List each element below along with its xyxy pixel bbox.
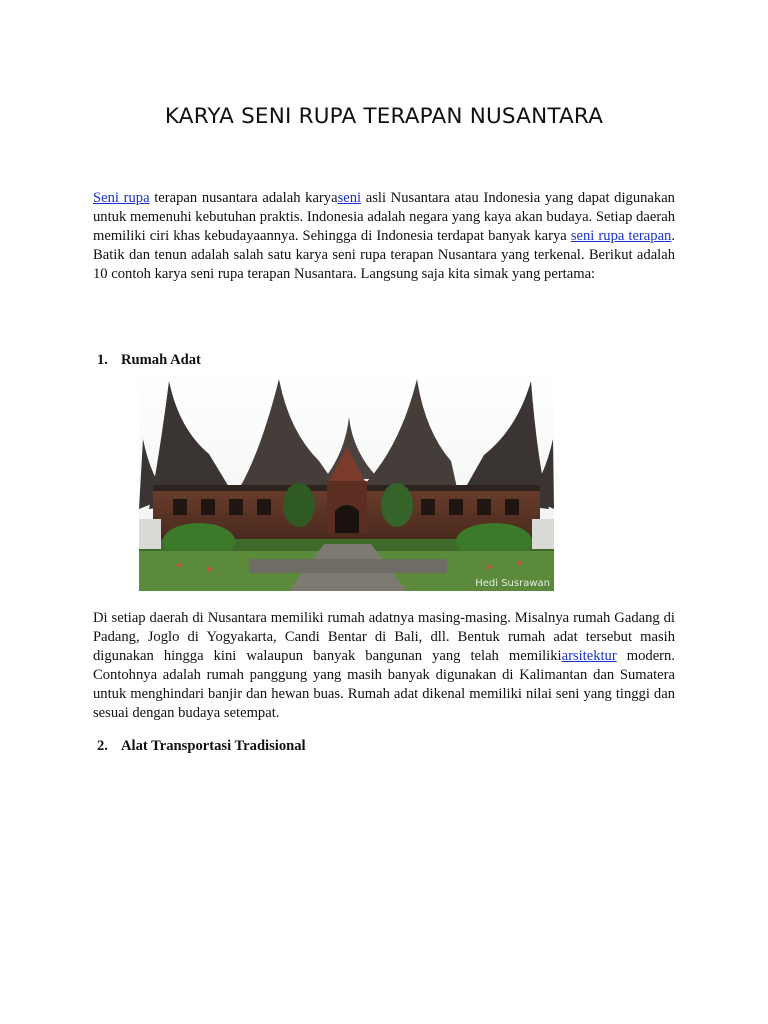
- link-arsitektur[interactable]: arsitektur: [561, 648, 617, 664]
- intro-text-2: asli Nusantara atau Indonesia yang dapat digunakan untuk memenuhi kebutuhan praktis. Indonesia adalah negara yang kaya akan budaya. Setiap daerah memiliki ciri khas kebudayaannya. Sehingga di Indonesia terdapat banyak karya: [93, 190, 675, 244]
- section-number: 2.: [97, 738, 108, 754]
- section-heading-rumah-adat: [97, 352, 201, 369]
- rumah-adat-paragraph: [93, 609, 675, 723]
- link-seni[interactable]: seni: [337, 190, 362, 206]
- body-text-2: modern. Contohnya adalah rumah panggung yang masih banyak digunakan di Kalimantan dan Sumatera untuk menghindari banjir dan hewan buas. Rumah adat dikenal memiliki nilai seni yang tinggi dan sesuai dengan budaya setempat.: [93, 648, 675, 721]
- section-title: Alat Transportasi Tradisional: [121, 738, 306, 754]
- page-title: KARYA SENI RUPA TERAPAN NUSANTARA: [164, 104, 604, 129]
- body-text-1: Di setiap daerah di Nusantara memiliki rumah adatnya masing-masing. Misalnya rumah Gadang di Padang, Joglo di Yogyakarta, Candi Bentar di Bali, dll. Bentuk rumah adat tersebut masih digunakan hingga kini walaupun banyak bangunan yang telah memiliki: [93, 610, 675, 664]
- rumah-gadang-photo: [139, 369, 554, 591]
- section-heading-transportasi: [97, 738, 306, 755]
- section-number: 1.: [97, 352, 108, 368]
- intro-text-1: terapan nusantara adalah karya: [149, 190, 338, 206]
- link-seni-rupa-terapan[interactable]: seni rupa terapan: [570, 228, 672, 244]
- section-title: Rumah Adat: [121, 352, 201, 368]
- intro-text-3: . Batik dan tenun adalah salah satu karya seni rupa terapan Nusantara yang terkenal. Berikut adalah 10 contoh karya seni rupa terapan Nusantara. Langsung saja kita simak yang pertama:: [93, 228, 675, 282]
- intro-paragraph: [93, 189, 675, 284]
- image-credit: Hedi Susrawan: [475, 578, 550, 589]
- link-seni-rupa[interactable]: Seni rupa: [93, 190, 150, 206]
